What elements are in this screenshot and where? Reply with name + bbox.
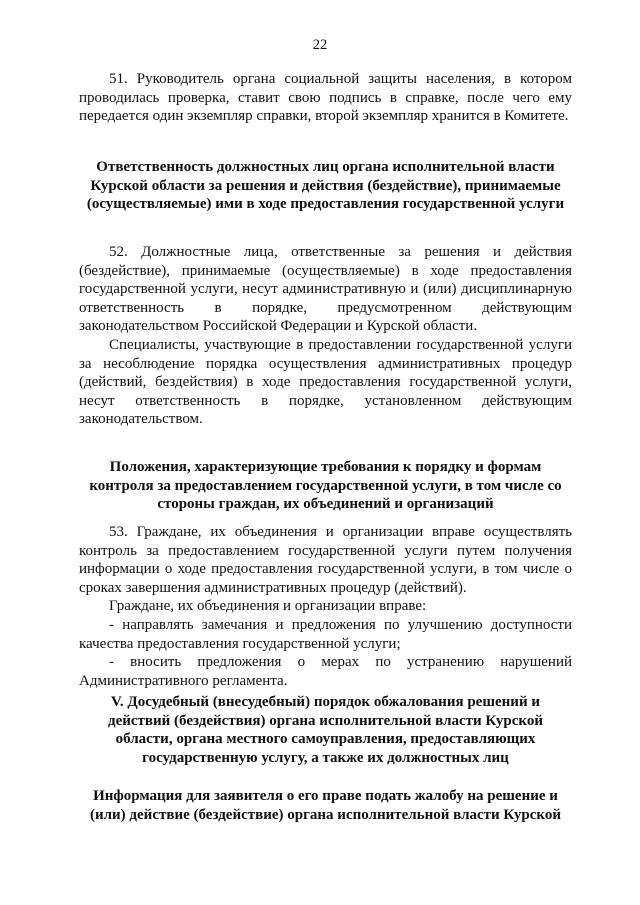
- section-5-heading-block: [79, 693, 572, 767]
- section-5-heading: V. Досудебный (внесудебный) порядок обжалования решений и действий (бездействия) органа исполнительной власти Курской области, органа местного самоуправления, предоставляющих государственную услугу, а также их должностных лиц: [107, 694, 543, 766]
- page-number: 22: [312, 37, 328, 53]
- paragraph-52-specialists: Специалисты, участвующие в предоставлении государственной услуги за несоблюдение порядка осуществления административных процедур (действий, бездействия) в ходе предоставления государственной услуги, несут ответственность в порядке, установленном действующим законодательством.: [79, 336, 572, 428]
- paragraph-52: 52. Должностные лица, ответственные за решения и действия (бездействие), принимаемые (осуществляемые) в ходе предоставления государственной услуги, несут административную и (или) дисциплинарную ответственность в порядке, предусмотренном действующим законодательством Российской Федерации и Курской области.: [79, 244, 572, 335]
- paragraph-53: 53. Граждане, их объединения и организации вправе осуществлять контроль за предоставлением государственной услуги путем получения информации о ходе предоставления государственной услуги, в том числе о сроках завершения административных процедур (действий).: [79, 524, 572, 596]
- control-heading-block: [79, 458, 572, 514]
- info-heading: Информация для заявителя о его праве подать жалобу на решение и (или) действие (бездействие) органа исполнительной власти Курской: [89, 788, 561, 823]
- bullet-1: - направлять замечания и предложения по улучшению доступности качества предоставления государственной услуги;: [79, 616, 572, 652]
- responsibility-heading: Ответственность должностных лиц органа исполнительной власти Курской области за решения и действия (бездействие), принимаемые (осуществляемые) ими в ходе предоставления государственной услуги: [86, 159, 565, 213]
- info-heading-block: [79, 787, 572, 824]
- responsibility-heading-block: [79, 158, 572, 214]
- bullet-2: - вносить предложения о мерах по устранению нарушений Административного регламента.: [79, 654, 572, 689]
- paragraph-53-rights: Граждане, их объединения и организации вправе:: [109, 598, 427, 615]
- paragraph-53-block: [79, 523, 572, 690]
- paragraph-51: 51. Руководитель органа социальной защиты населения, в котором проводилась проверка, ставит свою подпись в справке, после чего ему передается один экземпляр справки, второй экземпляр хранится в Комитете.: [79, 71, 572, 125]
- control-heading: Положения, характеризующие требования к порядку и формам контроля за предоставлением государственной услуги, в том числе со стороны граждан, их объединений и организаций: [89, 459, 562, 513]
- paragraph-52-block: [79, 243, 572, 429]
- paragraph-51-block: [79, 70, 572, 126]
